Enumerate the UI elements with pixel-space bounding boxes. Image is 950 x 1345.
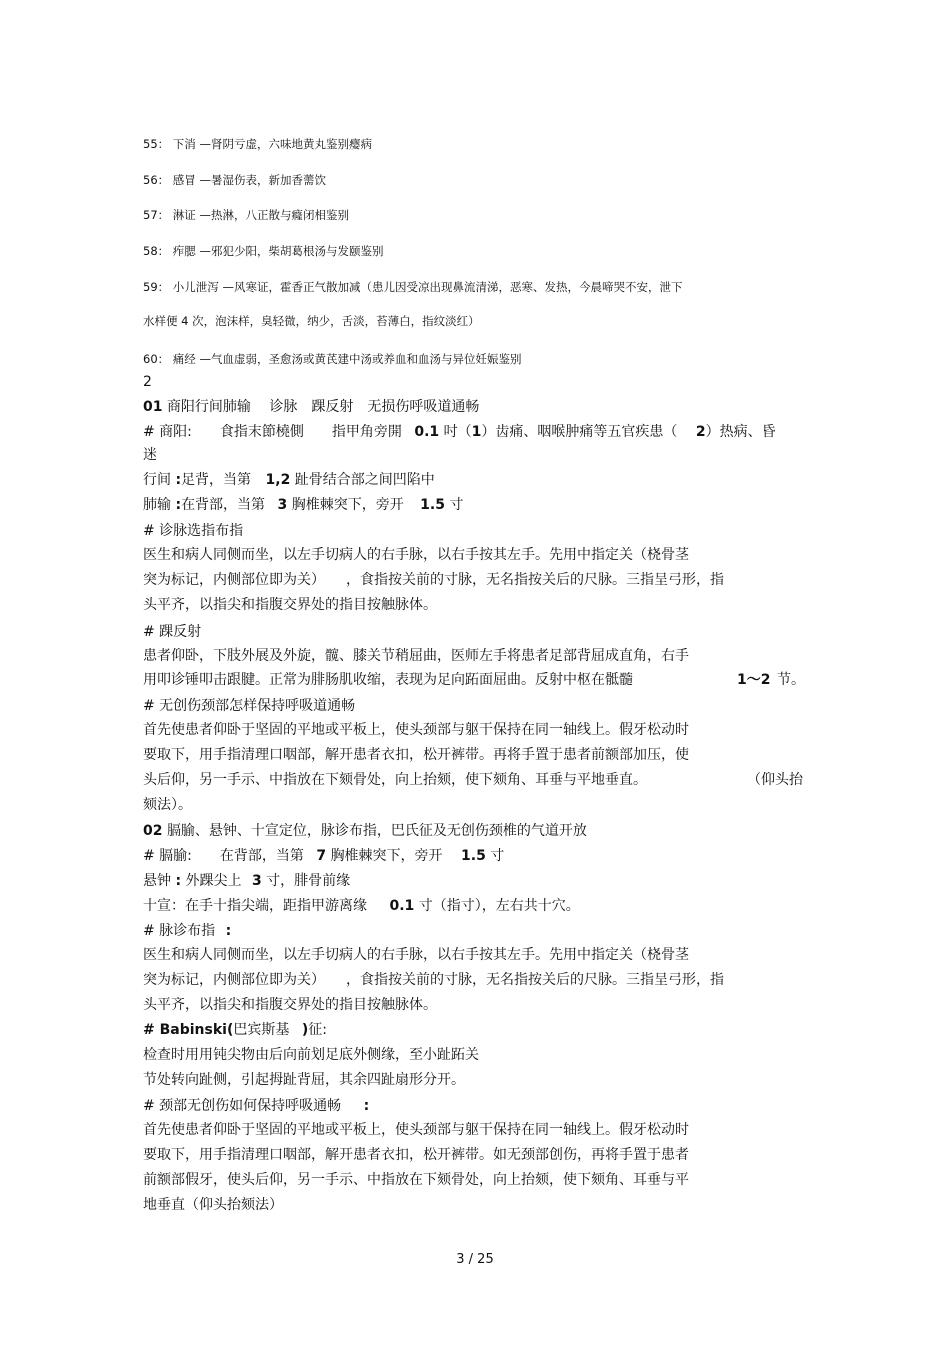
airway-line-1: 首先使患者仰卧于坚固的平地或平板上，使头颈部与躯干保持在同一轴线上。假牙松动时: [143, 722, 689, 738]
babinski-heading: [143, 1020, 327, 1040]
airway-line-3: [143, 770, 803, 790]
neck-colon: :: [363, 1098, 370, 1114]
shixuan-text: 十宣：在手十指尖端，距指甲游离缘: [143, 898, 367, 914]
s01-num: 01: [143, 399, 163, 415]
pulse2-colon: :: [225, 923, 232, 939]
pulse-heading: # 诊脉选指布指: [143, 523, 244, 539]
feishu-num: 3: [277, 497, 288, 513]
pulse-line-2: 突为标记，内侧部位即为关） ，食指按关前的寸脉，无名指按关后的尺脉。三指呈弓形，指: [143, 572, 724, 588]
airway-text-3b: （仰头抬: [747, 772, 803, 788]
item-58: 58： 痄腮 —邪犯少阳，柴胡葛根汤与发颐鉴别: [143, 244, 384, 258]
xuanzhong-line: [143, 871, 350, 891]
babinski-heading-b: 巴宾斯基: [233, 1022, 290, 1038]
neck-heading: [143, 1096, 369, 1116]
ankle-end: 节。: [777, 672, 805, 688]
feishu-line: [143, 495, 463, 515]
airway-text-3: 头后仰，另一手示、中指放在下颏骨处，向上抬颏，使下颏角、耳垂与平地垂直。: [143, 772, 647, 788]
s01-title: [143, 397, 479, 417]
item-57: 57： 淋证 —热淋，八正散与癃闭相鉴别: [143, 208, 349, 222]
s01-title-text: 商阳行间肺输 诊脉 踝反射 无损伤呼吸道通畅: [166, 399, 480, 415]
babinski-heading-d: 征:: [308, 1022, 327, 1038]
neck-line-4: 地垂直（仰头抬颏法）: [143, 1197, 283, 1213]
neck-line-3: 前额部假牙，使头后仰，另一手示、中指放在下颏骨处，向上抬颏，使下颏角、耳垂与平: [143, 1172, 689, 1188]
shangyang-num-c: 1: [471, 424, 482, 440]
babinski-heading-c: ): [301, 1022, 309, 1038]
feishu-label: 肺输: [143, 497, 171, 513]
pulse2-heading-text: # 脉诊布指: [143, 923, 216, 939]
airway-line-2: 要取下，用手指清理口咽部，解开患者衣扣，松开裤带。再将手置于患者前额部加压，使: [143, 747, 689, 763]
shangyang-text-d: ）齿痛、咽喉肿痛等五官疾患（: [481, 424, 678, 440]
section-number: 2: [143, 374, 152, 390]
geshu-num2: 1.5: [461, 848, 486, 864]
shangyang-text-b: 吋（: [443, 424, 472, 440]
ankle-line-2: [143, 670, 805, 690]
feishu-text: 在背部，当第: [181, 497, 266, 513]
pulse-line-3: 头平齐，以指尖和指腹交界处的指目按触脉体。: [143, 597, 437, 613]
xingjian-line: [143, 470, 435, 490]
geshu-num: 7: [316, 848, 327, 864]
neck-line-1: 首先使患者仰卧于坚固的平地或平板上，使头颈部与躯干保持在同一轴线上。假牙松动时: [143, 1122, 689, 1138]
shangyang-num-e: 2: [695, 424, 706, 440]
shangyang-num: 0.1: [414, 424, 440, 440]
shangyang-line: [143, 422, 776, 442]
xingjian-num: 1,2: [265, 472, 291, 488]
xuanzhong-colon: :: [175, 873, 182, 889]
babinski-line-2: 节处转向趾侧，引起拇趾背屈，其余四趾扇形分开。: [143, 1072, 465, 1088]
neck-line-2: 要取下，用手指清理口咽部，解开患者衣扣，松开裤带。如无颈部创伤，再将手置于患者: [143, 1147, 689, 1163]
pulse2-line-2: 突为标记，内侧部位即为关） ，食指按关前的寸脉，无名指按关后的尺脉。三指呈弓形，指: [143, 972, 724, 988]
ankle-text: 用叩诊锤叩击跟腱。正常为腓肠肌收缩，表现为足向跖面屈曲。反射中枢在骶髓: [143, 672, 633, 688]
xingjian-colon: :: [175, 472, 182, 488]
shangyang-text-f: ）热病、昏: [705, 424, 776, 440]
feishu-text-d: 胸椎棘突下，旁开: [291, 497, 404, 513]
feishu-colon: :: [175, 497, 182, 513]
xingjian-text-d: 趾骨结合部之间凹陷中: [294, 472, 435, 488]
xuanzhong-text-d: 寸，腓骨前缘: [266, 873, 351, 889]
ankle-line-1: 患者仰卧，下肢外展及外旋，髋、膝关节稍屈曲，医师左手将患者足部背屈成直角，右手: [143, 648, 689, 664]
geshu-text-c: 寸: [490, 848, 505, 864]
item-59-cont: 水样便 4 次，泡沫样，臭轻微，纳少，舌淡，苔薄白，指纹淡红）: [143, 314, 480, 328]
airway-line-4: 颏法）。: [143, 797, 192, 813]
item-56: 56： 感冒 —暑湿伤表，新加香薷饮: [143, 173, 326, 187]
xuanzhong-label: 悬钟: [143, 873, 171, 889]
xuanzhong-text: 外踝尖上: [185, 873, 242, 889]
page-number: 3 / 25: [456, 1252, 494, 1267]
xuanzhong-num: 3: [251, 873, 262, 889]
s02-title-text: 膈腧、悬钟、十宣定位，脉诊布指，巴氏征及无创伤颈椎的气道开放: [166, 823, 587, 839]
pulse2-line-3: 头平齐，以指尖和指腹交界处的指目按触脉体。: [143, 997, 437, 1013]
shixuan-line: [143, 896, 580, 916]
shixuan-text-b: 寸（指寸），左右共十穴。: [418, 898, 580, 914]
s02-num: 02: [143, 823, 163, 839]
item-55: 55： 下消 —肾阴亏虚，六味地黄丸鉴别瘿病: [143, 137, 372, 151]
feishu-num2: 1.5: [420, 497, 445, 513]
shangyang-text: # 商阳: 食指末節橈側 指甲角旁開: [143, 424, 402, 440]
shixuan-num: 0.1: [389, 898, 415, 914]
s02-title: [143, 821, 587, 841]
shangyang-cont: 迷: [143, 447, 157, 463]
babinski-heading-a: # Babinski(: [143, 1022, 234, 1038]
item-60: 60： 痛经 —气血虚弱，圣愈汤或黄芪建中汤或养血和血汤与异位妊娠鉴别: [143, 352, 522, 366]
feishu-text-e: 寸: [449, 497, 464, 513]
geshu-text: # 膈腧: 在背部，当第: [143, 848, 304, 864]
airway-heading: # 无创伤颈部怎样保持呼吸道通畅: [143, 698, 356, 714]
ankle-heading: # 踝反射: [143, 624, 202, 640]
pulse2-heading: [143, 921, 231, 941]
pulse2-line-1: 医生和病人同侧而坐，以左手切病人的右手脉，以右手按其左手。先用中指定关（桡骨茎: [143, 947, 689, 963]
item-59: 59： 小儿泄泻 —风寒证，霍香正气散加减（患儿因受凉出现鼻流清涕，恶寒、发热，今晨啼哭不安，泄下: [143, 280, 683, 294]
geshu-line: [143, 846, 504, 866]
xingjian-label: 行间: [143, 472, 171, 488]
geshu-text-b: 胸椎棘突下，旁开: [330, 848, 443, 864]
babinski-line-1: 检查时用用钝尖物由后向前划足底外侧缘，至小趾跖关: [143, 1047, 479, 1063]
ankle-num: 1～2: [737, 672, 771, 688]
xingjian-text: 足背，当第: [181, 472, 252, 488]
neck-heading-text: # 颈部无创伤如何保持呼吸通畅: [143, 1098, 342, 1114]
pulse-line-1: 医生和病人同侧而坐，以左手切病人的右手脉，以右手按其左手。先用中指定关（桡骨茎: [143, 547, 689, 563]
